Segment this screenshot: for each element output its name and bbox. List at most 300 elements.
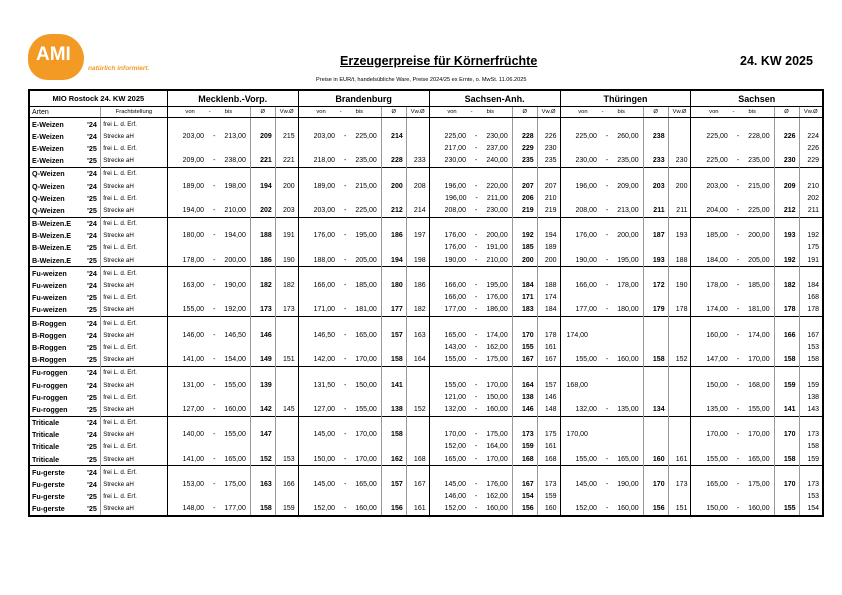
price-range <box>691 379 774 391</box>
prev-week-average: 211 <box>668 204 691 217</box>
price-average: 192 <box>774 254 799 267</box>
prev-week-average: 145 <box>275 403 298 416</box>
price-bis: 213,00 <box>617 206 639 214</box>
range-dash: - <box>474 493 478 501</box>
crop-name: B-Roggen <box>32 342 67 352</box>
prev-week-average <box>799 317 823 330</box>
prev-week-average: 184 <box>799 279 823 291</box>
price-average <box>774 242 799 254</box>
prev-week-average: 188 <box>537 279 560 291</box>
col-fracht: Frachtstellung <box>101 107 168 118</box>
col-dash: - <box>208 109 211 115</box>
price-bis: 176,00 <box>486 294 508 302</box>
price-average: 152 <box>250 453 275 466</box>
price-range <box>298 292 381 304</box>
col-von: von <box>316 109 326 115</box>
price-average: 158 <box>381 354 406 367</box>
prev-week-average <box>668 379 691 391</box>
price-range <box>429 130 512 142</box>
prev-week-average: 229 <box>799 155 823 168</box>
price-range <box>691 142 774 154</box>
prev-week-average <box>275 329 298 341</box>
price-average: 206 <box>512 192 537 204</box>
range-dash: - <box>474 381 478 389</box>
price-range <box>691 292 774 304</box>
price-range <box>691 118 774 131</box>
price-average: 202 <box>250 204 275 217</box>
freight-term: frei L. d. Erf. <box>101 441 168 453</box>
price-bis: 154,00 <box>224 356 246 364</box>
price-range <box>691 267 774 280</box>
prev-week-average <box>275 242 298 254</box>
range-dash: - <box>736 282 740 290</box>
prev-week-average <box>406 192 429 204</box>
price-average <box>512 416 537 429</box>
prev-week-average: 159 <box>799 379 823 391</box>
price-average <box>774 267 799 280</box>
range-dash: - <box>605 505 609 513</box>
table-row <box>29 142 823 154</box>
price-range <box>560 478 643 490</box>
price-average: 179 <box>643 304 668 317</box>
price-von: 152,00 <box>444 443 466 451</box>
prev-week-average <box>668 391 691 403</box>
ami-logo <box>28 34 168 82</box>
range-dash: - <box>474 294 478 302</box>
price-average: 221 <box>250 155 275 168</box>
price-range <box>167 416 250 429</box>
range-dash: - <box>474 256 478 264</box>
price-bis: 155,00 <box>748 405 770 413</box>
prev-week-average <box>668 292 691 304</box>
prev-week-average <box>275 317 298 330</box>
prev-week-average: 161 <box>668 453 691 466</box>
harvest-year: '25 <box>87 205 97 215</box>
price-range <box>298 180 381 192</box>
table-row <box>29 478 823 490</box>
price-bis: 225,00 <box>355 206 377 214</box>
range-dash: - <box>213 256 216 264</box>
prev-week-average: 153 <box>799 491 823 503</box>
price-range <box>167 466 250 479</box>
price-average <box>774 391 799 403</box>
price-average <box>512 267 537 280</box>
price-von: 176,00 <box>575 232 597 240</box>
price-bis: 230,00 <box>486 206 508 214</box>
price-bis: 191,00 <box>486 244 508 252</box>
prev-week-average <box>275 466 298 479</box>
price-table <box>28 89 824 517</box>
price-von: 190,00 <box>575 256 597 264</box>
region-header: Sachsen-Anh. <box>429 90 560 107</box>
prev-week-average <box>406 267 429 280</box>
price-von: 166,00 <box>444 282 466 290</box>
price-von: 225,00 <box>706 157 728 165</box>
price-range <box>167 391 250 403</box>
price-average <box>774 491 799 503</box>
price-range <box>691 304 774 317</box>
price-bis: 240,00 <box>486 157 508 165</box>
range-dash: - <box>344 356 347 364</box>
crop-name: Triticale <box>32 454 60 464</box>
price-range <box>167 142 250 154</box>
price-bis: 195,00 <box>486 282 508 290</box>
prev-week-average: 167 <box>537 354 560 367</box>
price-bis: 170,00 <box>748 431 770 439</box>
price-range <box>298 192 381 204</box>
prev-week-average <box>406 466 429 479</box>
prev-week-average <box>406 130 429 142</box>
price-range <box>429 379 512 391</box>
range-dash: - <box>474 132 478 140</box>
crop-name: Fu-weizen <box>29 267 85 280</box>
price-average <box>643 292 668 304</box>
price-bis: 195,00 <box>617 256 639 264</box>
price-average <box>774 167 799 180</box>
price-range <box>691 180 774 192</box>
price-average: 164 <box>512 379 537 391</box>
price-von: 176,00 <box>313 232 336 240</box>
col-von-bis <box>298 107 381 118</box>
prev-week-average: 202 <box>799 192 823 204</box>
price-average: 230 <box>774 155 799 168</box>
prev-week-average <box>275 292 298 304</box>
price-average <box>381 391 406 403</box>
price-average <box>381 192 406 204</box>
price-von: 166,00 <box>444 294 466 302</box>
harvest-year: '25 <box>87 193 97 203</box>
price-von: 155,00 <box>575 455 597 463</box>
prev-week-average <box>668 192 691 204</box>
price-bis: 181,00 <box>355 306 377 314</box>
price-von: 196,00 <box>444 182 466 190</box>
prev-week-average: 192 <box>799 230 823 242</box>
price-range <box>167 491 250 503</box>
prev-week-average: 233 <box>406 155 429 168</box>
price-range <box>429 230 512 242</box>
price-bis: 175,00 <box>486 356 508 364</box>
prev-week-average: 210 <box>799 180 823 192</box>
price-average <box>250 416 275 429</box>
page-subtitle: Preise in EUR/t, handelsübliche Ware, Preise 2024/25 ex Ernte, o. MwSt. 11.06.2025 <box>316 77 527 83</box>
harvest-year: '24 <box>85 466 101 479</box>
price-range <box>691 130 774 142</box>
price-range <box>298 254 381 267</box>
table-row <box>29 118 823 131</box>
freight-term: frei L. d. Erf. <box>101 167 168 180</box>
price-bis: 205,00 <box>748 256 770 264</box>
price-von: 153,00 <box>182 481 205 489</box>
price-average: 214 <box>381 130 406 142</box>
harvest-year: '24 <box>87 380 97 390</box>
price-von: 170,00 <box>566 431 588 439</box>
prev-week-average <box>799 466 823 479</box>
table-row <box>29 317 823 330</box>
range-dash: - <box>344 505 347 513</box>
price-range <box>560 279 643 291</box>
price-von: 166,00 <box>575 282 597 290</box>
price-range <box>167 403 250 416</box>
price-range <box>560 217 643 230</box>
col-bis: bis <box>617 109 625 115</box>
harvest-year: '25 <box>87 293 97 303</box>
price-range <box>167 366 250 379</box>
prev-week-average <box>275 429 298 441</box>
prev-week-average <box>537 416 560 429</box>
price-range <box>298 341 381 353</box>
prev-week-average <box>406 341 429 353</box>
price-average: 159 <box>774 379 799 391</box>
price-range <box>429 167 512 180</box>
crop-name: E-Weizen <box>32 131 64 141</box>
range-dash: - <box>344 455 347 463</box>
price-bis: 200,00 <box>748 232 770 240</box>
prev-week-average: 168 <box>799 292 823 304</box>
prev-week-average: 189 <box>537 242 560 254</box>
range-dash: - <box>736 232 740 240</box>
price-bis: 190,00 <box>617 481 639 489</box>
price-average <box>250 441 275 453</box>
price-von: 135,00 <box>706 405 728 413</box>
price-range <box>298 279 381 291</box>
range-dash: - <box>213 481 216 489</box>
harvest-year: '24 <box>85 317 101 330</box>
price-bis: 135,00 <box>617 405 639 413</box>
prev-week-average <box>668 267 691 280</box>
price-average <box>643 491 668 503</box>
range-dash: - <box>344 381 347 389</box>
prev-week-average: 230 <box>537 142 560 154</box>
price-bis: 165,00 <box>617 455 639 463</box>
prev-week-average: 154 <box>799 503 823 516</box>
harvest-year: '24 <box>85 416 101 429</box>
freight-term: Strecke aH <box>101 279 168 291</box>
price-average: 170 <box>774 478 799 490</box>
price-range <box>167 478 250 490</box>
table-row <box>29 391 823 403</box>
prev-week-average <box>275 416 298 429</box>
price-range <box>560 167 643 180</box>
price-bis: 200,00 <box>617 232 639 240</box>
price-average <box>381 217 406 230</box>
price-von: 208,00 <box>575 206 597 214</box>
price-average <box>381 317 406 330</box>
price-bis: 195,00 <box>355 232 377 240</box>
crop-name: B-Weizen.E <box>32 231 72 241</box>
price-range <box>429 491 512 503</box>
price-average: 193 <box>774 230 799 242</box>
prev-week-average <box>668 118 691 131</box>
range-dash: - <box>213 232 216 240</box>
prev-week-average: 153 <box>275 453 298 466</box>
price-range <box>429 192 512 204</box>
prev-week-average: 160 <box>537 503 560 516</box>
crop-name: Fu-gerste <box>32 492 65 502</box>
price-bis: 165,00 <box>224 455 246 463</box>
freight-term: Strecke aH <box>101 503 168 516</box>
price-average <box>381 142 406 154</box>
prev-week-average <box>668 441 691 453</box>
price-average <box>643 379 668 391</box>
price-bis: 155,00 <box>224 381 246 389</box>
price-bis: 181,00 <box>748 306 770 314</box>
price-von: 152,00 <box>444 505 466 513</box>
price-average <box>250 491 275 503</box>
prev-week-average <box>406 242 429 254</box>
price-range <box>691 204 774 217</box>
prev-week-average: 157 <box>537 379 560 391</box>
price-average: 182 <box>774 279 799 291</box>
price-von: 196,00 <box>575 182 597 190</box>
table-row <box>29 341 823 353</box>
price-bis: 178,00 <box>617 282 639 290</box>
harvest-year: '25 <box>87 305 97 315</box>
price-range <box>429 416 512 429</box>
price-bis: 186,00 <box>486 306 508 314</box>
price-average <box>643 167 668 180</box>
price-von: 188,00 <box>313 256 336 264</box>
price-bis: 215,00 <box>355 182 377 190</box>
price-range <box>560 304 643 317</box>
price-average: 209 <box>774 180 799 192</box>
price-von: 208,00 <box>444 206 466 214</box>
prev-week-average <box>406 217 429 230</box>
table-row <box>29 379 823 391</box>
price-average <box>643 192 668 204</box>
price-average: 182 <box>250 279 275 291</box>
range-dash: - <box>474 405 478 413</box>
harvest-year: '25 <box>87 156 97 166</box>
freight-term: frei L. d. Erf. <box>101 466 168 479</box>
prev-week-average: 178 <box>537 329 560 341</box>
price-average <box>512 217 537 230</box>
price-range <box>691 441 774 453</box>
price-range <box>429 254 512 267</box>
prev-week-average <box>799 167 823 180</box>
price-range <box>167 217 250 230</box>
range-dash: - <box>605 405 609 413</box>
price-bis: 192,00 <box>224 306 246 314</box>
price-range <box>298 204 381 217</box>
price-bis: 164,00 <box>486 443 508 451</box>
prev-week-average <box>537 466 560 479</box>
table-row <box>29 441 823 453</box>
price-average: 156 <box>512 503 537 516</box>
price-average: 160 <box>643 453 668 466</box>
price-bis: 175,00 <box>224 481 246 489</box>
range-dash: - <box>213 206 216 214</box>
price-bis: 200,00 <box>486 232 508 240</box>
col-arten: Arten <box>29 107 101 118</box>
prev-week-average: 184 <box>537 304 560 317</box>
range-dash: - <box>344 157 347 165</box>
price-range <box>560 267 643 280</box>
price-range <box>691 279 774 291</box>
prev-week-average <box>668 366 691 379</box>
table-row <box>29 217 823 230</box>
freight-term: frei L. d. Erf. <box>101 366 168 379</box>
page-title: Erzeugerpreise für Körnerfrüchte <box>340 54 538 68</box>
price-range <box>691 167 774 180</box>
price-von: 166,00 <box>313 282 336 290</box>
price-range <box>691 466 774 479</box>
price-bis: 210,00 <box>224 206 246 214</box>
price-von: 145,00 <box>313 481 336 489</box>
prev-week-average <box>668 167 691 180</box>
prev-week-average <box>668 429 691 441</box>
range-dash: - <box>474 481 478 489</box>
region-header: Sachsen <box>691 90 823 107</box>
price-range <box>298 503 381 516</box>
crop-name: Q-Weizen <box>32 193 65 203</box>
price-range <box>691 354 774 367</box>
price-von: 131,50 <box>313 381 336 389</box>
prev-week-average <box>668 217 691 230</box>
price-range <box>167 304 250 317</box>
prev-week-average: 159 <box>537 491 560 503</box>
price-bis: 146,50 <box>224 331 246 339</box>
price-bis: 155,00 <box>224 431 246 439</box>
col-vw-avg: Vw.Ø <box>406 107 429 118</box>
price-range <box>298 329 381 341</box>
price-bis: 228,00 <box>748 132 770 140</box>
range-dash: - <box>736 256 740 264</box>
harvest-year: '24 <box>87 480 97 490</box>
price-range <box>560 441 643 453</box>
col-dash: - <box>470 109 473 115</box>
price-average <box>250 466 275 479</box>
prev-week-average: 191 <box>275 230 298 242</box>
harvest-year: '24 <box>85 217 101 230</box>
price-range <box>298 354 381 367</box>
price-average: 149 <box>250 354 275 367</box>
price-von: 152,00 <box>575 505 597 513</box>
price-range <box>560 453 643 466</box>
price-average: 184 <box>512 279 537 291</box>
price-range <box>298 317 381 330</box>
price-average: 168 <box>512 453 537 466</box>
price-range <box>167 341 250 353</box>
price-range <box>560 204 643 217</box>
price-range <box>691 478 774 490</box>
crop-name: B-Roggen <box>32 355 67 365</box>
price-bis: 160,00 <box>486 505 508 513</box>
freight-term: Strecke aH <box>101 329 168 341</box>
freight-term: Strecke aH <box>101 453 168 466</box>
price-von: 189,00 <box>182 182 205 190</box>
price-average: 233 <box>643 155 668 168</box>
price-range <box>429 366 512 379</box>
freight-term: Strecke aH <box>101 478 168 490</box>
range-dash: - <box>213 157 216 165</box>
table-row <box>29 403 823 416</box>
freight-term: frei L. d. Erf. <box>101 341 168 353</box>
price-range <box>298 403 381 416</box>
price-average <box>774 416 799 429</box>
range-dash: - <box>474 306 478 314</box>
prev-week-average <box>537 167 560 180</box>
price-bis: 194,00 <box>224 232 246 240</box>
price-average: 170 <box>774 429 799 441</box>
crop-name: E-Weizen <box>32 119 64 129</box>
range-dash: - <box>736 431 740 439</box>
harvest-year: '24 <box>85 366 101 379</box>
price-bis: 160,00 <box>748 505 770 513</box>
price-bis: 235,00 <box>617 157 639 165</box>
price-bis: 170,00 <box>355 455 377 463</box>
table-row <box>29 267 823 280</box>
table-corner: MIO Rostock 24. KW 2025 <box>29 90 167 107</box>
